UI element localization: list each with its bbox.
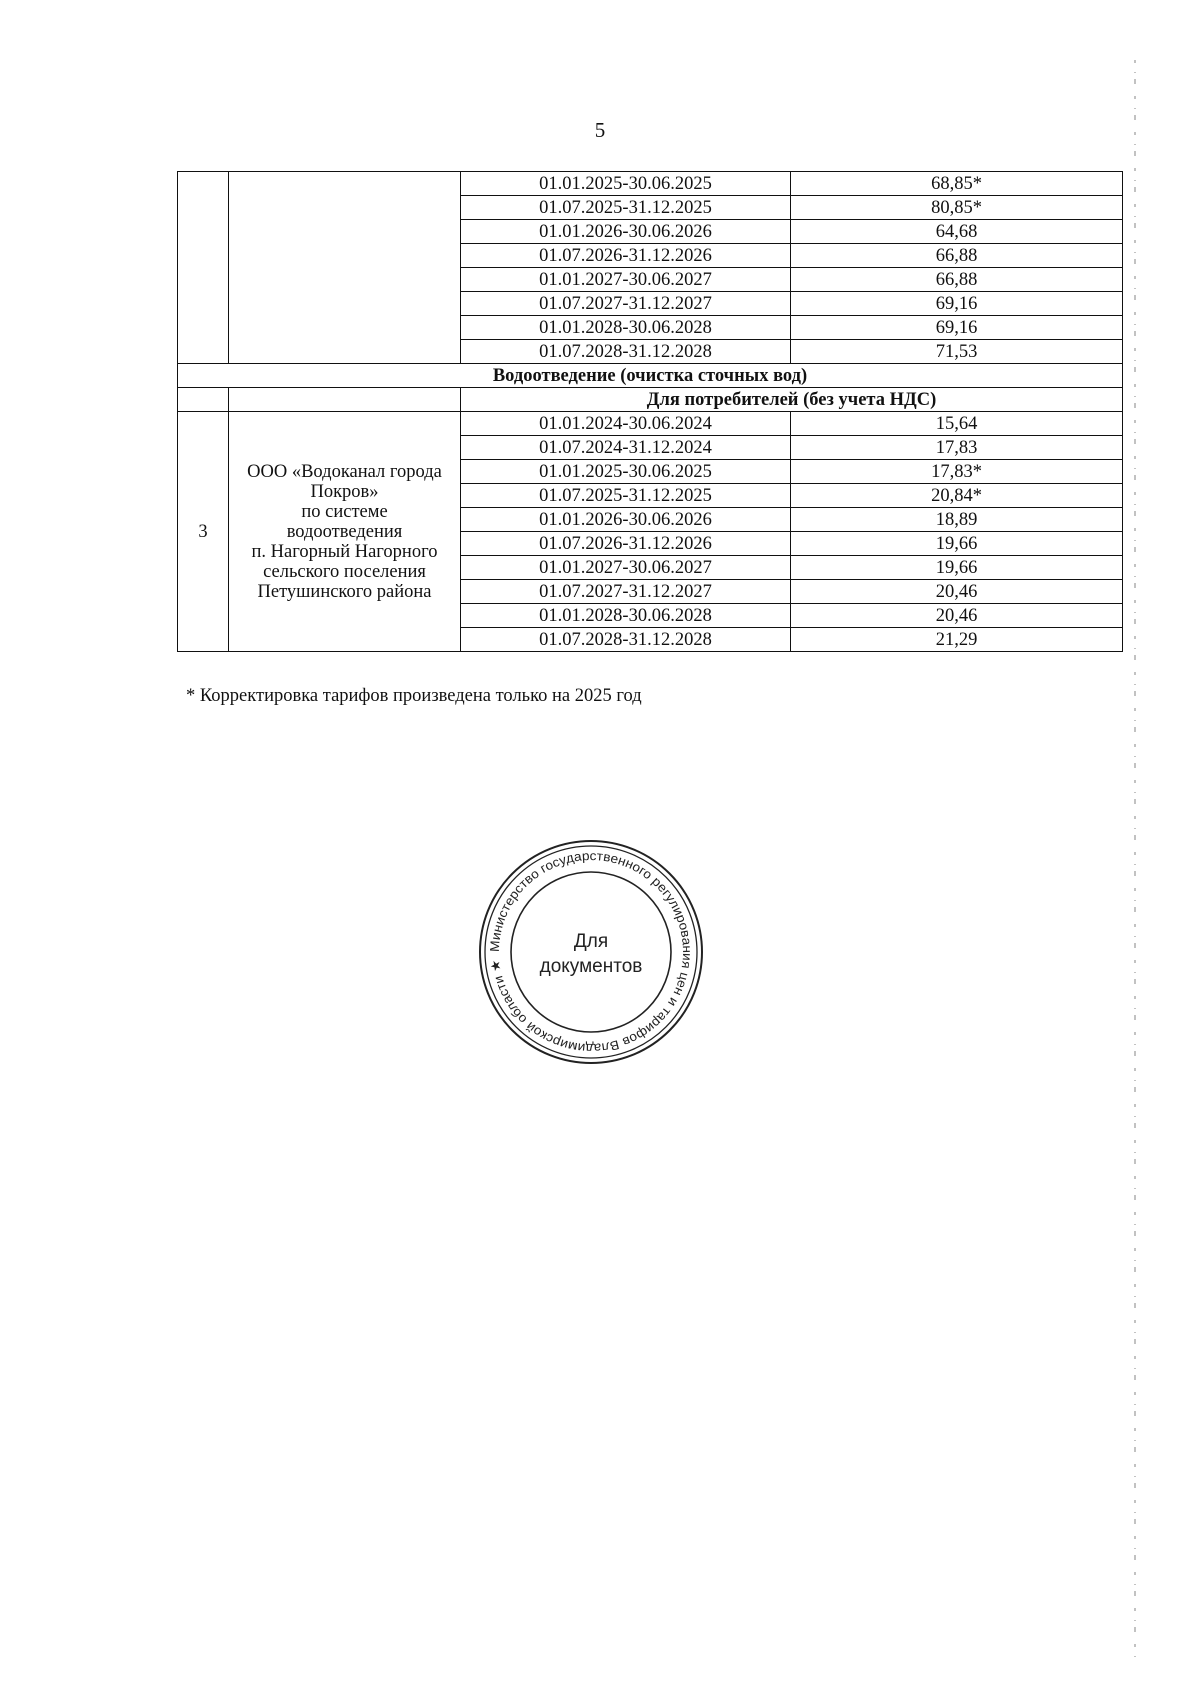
stamp-center-line1: Для bbox=[573, 931, 609, 952]
organization-line: сельского поселения bbox=[263, 561, 426, 582]
period-cell: 01.01.2024-30.06.2024 bbox=[461, 412, 791, 436]
page-number: 5 bbox=[594, 118, 606, 142]
row-number-cell bbox=[178, 172, 229, 364]
official-stamp bbox=[478, 839, 704, 1065]
period-cell: 01.07.2026-31.12.2026 bbox=[461, 532, 791, 556]
organization-cell bbox=[229, 412, 461, 652]
period-cell: 01.01.2027-30.06.2027 bbox=[461, 556, 791, 580]
scan-edge-artifact bbox=[1132, 60, 1138, 1660]
tariff-value-cell: 19,66 bbox=[791, 532, 1123, 556]
table-row bbox=[178, 172, 1123, 196]
period-cell: 01.07.2025-31.12.2025 bbox=[461, 196, 791, 220]
organization-line: Петушинского района bbox=[257, 581, 432, 602]
tariff-value-cell: 20,46 bbox=[791, 604, 1123, 628]
period-cell: 01.01.2028-30.06.2028 bbox=[461, 604, 791, 628]
tariff-value-cell: 66,88 bbox=[791, 268, 1123, 292]
tariff-value-cell: 71,53 bbox=[791, 340, 1123, 364]
tariff-value-cell: 21,29 bbox=[791, 628, 1123, 652]
organization-line: ООО «Водоканал города bbox=[247, 461, 442, 482]
period-cell: 01.07.2024-31.12.2024 bbox=[461, 436, 791, 460]
period-cell: 01.01.2026-30.06.2026 bbox=[461, 508, 791, 532]
tariff-value-cell: 20,46 bbox=[791, 580, 1123, 604]
consumer-header-row bbox=[178, 388, 1123, 412]
tariff-value-cell: 15,64 bbox=[791, 412, 1123, 436]
period-cell: 01.07.2028-31.12.2028 bbox=[461, 340, 791, 364]
period-cell: 01.01.2025-30.06.2025 bbox=[461, 460, 791, 484]
period-cell: 01.01.2028-30.06.2028 bbox=[461, 316, 791, 340]
stamp-ring-textpath: Министерство государственного регулирования цен и тарифов Владимирской области ★ bbox=[486, 847, 696, 1057]
table-row bbox=[178, 412, 1123, 436]
tariff-value-cell: 64,68 bbox=[791, 220, 1123, 244]
tariff-value-cell: 19,66 bbox=[791, 556, 1123, 580]
organization-cell bbox=[229, 388, 461, 412]
tariff-value-cell: 68,85* bbox=[791, 172, 1123, 196]
stamp-inner-ring bbox=[511, 872, 671, 1032]
stamp-center-line2: документов bbox=[539, 956, 643, 977]
organization-line: п. Нагорный Нагорного bbox=[251, 541, 438, 562]
period-cell: 01.07.2027-31.12.2027 bbox=[461, 580, 791, 604]
organization-cell bbox=[229, 172, 461, 364]
period-cell: 01.07.2028-31.12.2028 bbox=[461, 628, 791, 652]
period-cell: 01.07.2026-31.12.2026 bbox=[461, 244, 791, 268]
period-cell: 01.07.2027-31.12.2027 bbox=[461, 292, 791, 316]
consumer-header: Для потребителей (без учета НДС) bbox=[461, 388, 1123, 412]
tariff-value-cell: 17,83 bbox=[791, 436, 1123, 460]
tariff-value-cell: 66,88 bbox=[791, 244, 1123, 268]
period-cell: 01.01.2027-30.06.2027 bbox=[461, 268, 791, 292]
section-row bbox=[178, 364, 1123, 388]
tariff-value-cell: 17,83* bbox=[791, 460, 1123, 484]
tariff-value-cell: 18,89 bbox=[791, 508, 1123, 532]
row-number-cell bbox=[178, 388, 229, 412]
organization-line: Покров» bbox=[310, 481, 379, 502]
stamp-ring-text bbox=[487, 848, 695, 1056]
organization-line: водоотведения bbox=[286, 521, 403, 542]
tariff-value-cell: 20,84* bbox=[791, 484, 1123, 508]
tariff-table bbox=[177, 171, 1123, 652]
tariff-value-cell: 69,16 bbox=[791, 316, 1123, 340]
period-cell: 01.01.2026-30.06.2026 bbox=[461, 220, 791, 244]
stamp-outer-ring bbox=[480, 841, 702, 1063]
period-cell: 01.01.2025-30.06.2025 bbox=[461, 172, 791, 196]
organization-line: по системе bbox=[301, 501, 388, 522]
period-cell: 01.07.2025-31.12.2025 bbox=[461, 484, 791, 508]
tariff-value-cell: 69,16 bbox=[791, 292, 1123, 316]
stamp-middle-ring bbox=[485, 846, 697, 1058]
section-title: Водоотведение (очистка сточных вод) bbox=[178, 364, 1123, 388]
row-number-cell: 3 bbox=[178, 412, 229, 652]
footnote: * Корректировка тарифов произведена только на 2025 год bbox=[186, 686, 642, 706]
tariff-value-cell: 80,85* bbox=[791, 196, 1123, 220]
